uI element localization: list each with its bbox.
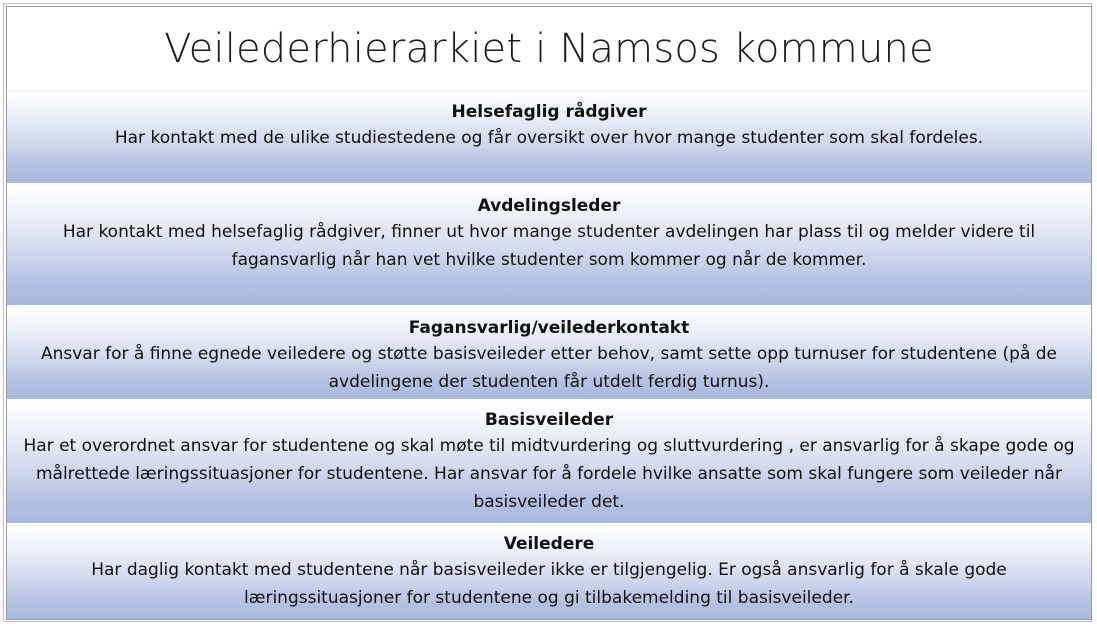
level-heading: Fagansvarlig/veilederkontakt — [408, 318, 690, 338]
slide-title: Veilederhierarkiet i Namsos kommune — [164, 26, 934, 72]
level-description: Ansvar for å finne egnede veiledere og støtte basisveileder etter behov, samt sette opp turnuser for studentene (på de avdelingene der studenten får utdelt ferdig turnus). — [40, 344, 1058, 392]
level-helsefaglig-radgiver — [7, 91, 1091, 183]
level-description: Har kontakt med helsefaglig rådgiver, finner ut hvor mange studenter avdelingen har plass til og melder videre til fagansvarlig når han vet hvilke studenter som kommer og når de kommer. — [62, 222, 1036, 270]
level-description: Har kontakt med de ulike studiestedene og får oversikt over hvor mange studenter som skal fordeles. — [114, 128, 984, 148]
hierarchy-slide — [6, 6, 1092, 620]
level-heading: Veiledere — [503, 534, 595, 554]
level-basisveileder — [7, 401, 1091, 523]
level-heading: Avdelingsleder — [477, 196, 621, 216]
level-veiledere — [7, 525, 1091, 620]
level-fagansvarlig — [7, 307, 1091, 399]
level-avdelingsleder — [7, 185, 1091, 305]
level-heading: Basisveileder — [484, 410, 614, 430]
level-description: Har et overordnet ansvar for studentene og skal møte til midtvurdering og sluttvurdering , er ansvarlig for å skape gode og målrettede læringssituasjoner for studentene. Har ansvar for å fordele hvilke ansatte som skal fungere som veileder når basisveileder det. — [23, 436, 1075, 512]
level-description: Har daglig kontakt med studentene når basisveileder ikke er tilgjengelig. Er også ansvarlig for å skale gode læringssituasjoner for studentene og gi tilbakemelding til basisveileder. — [91, 560, 1007, 608]
level-heading: Helsefaglig rådgiver — [451, 102, 647, 122]
